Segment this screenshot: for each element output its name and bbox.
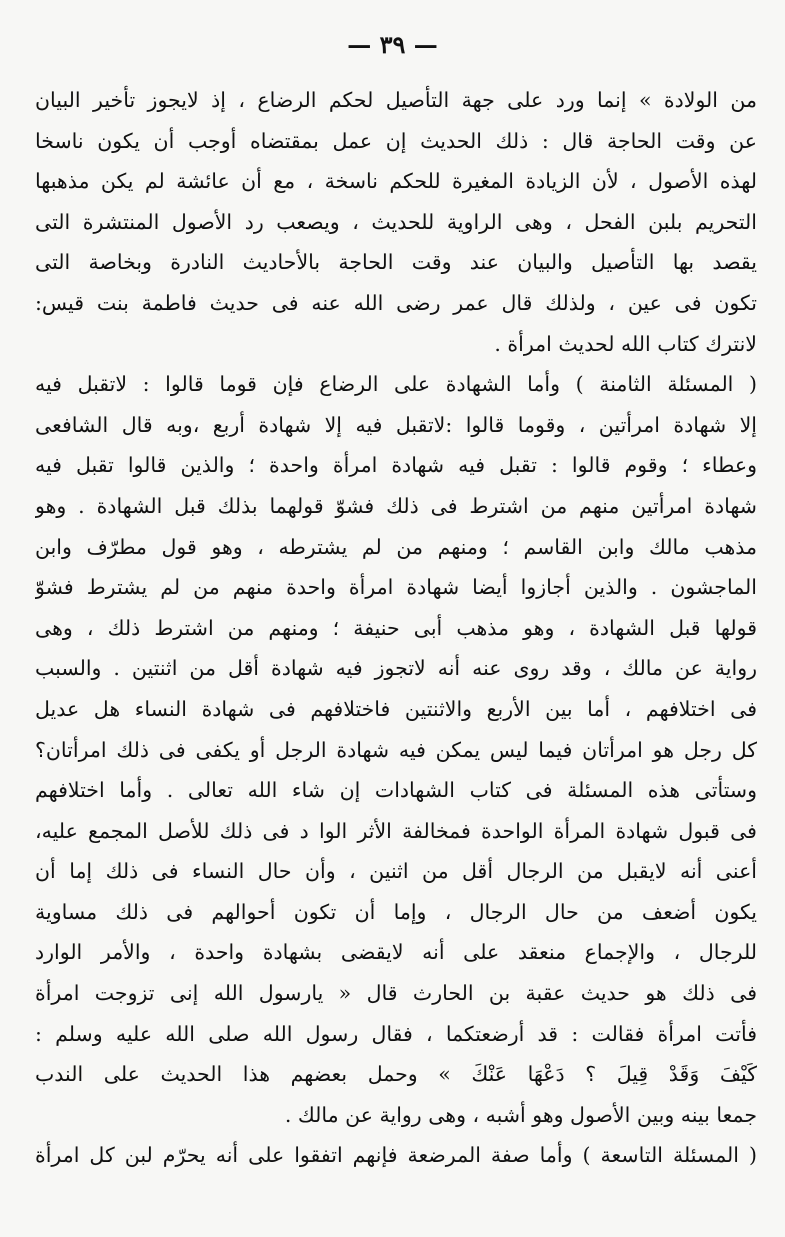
text-line: من الولادة » إنما ورد على جهة التأصيل لحكم الرضاع ، إذ لايجوز تأخير البيان [35, 88, 757, 112]
text-line: أعنى أنه لايقبل من الرجال أقل من اثنين ، وأن حال النساء فى ذلك إما أن [35, 859, 757, 884]
text-line: التحريم بلبن الفحل ، وهى الراوية للحديث ، ويصعب رد الأصول المنتشرة التى [35, 209, 757, 234]
text-line: للرجال ، والإجماع منعقد على أنه لايقضى بشهادة واحدة ، والأمر الوارد [35, 940, 757, 965]
text-line: لانترك كتاب الله لحديث امرأة . [494, 331, 757, 356]
page-number: — ٣٩ — [347, 30, 438, 59]
text-line: شهادة امرأتين منهم من اشترط فى ذلك فشوّ قولهما بذلك قبل الشهادة . وهو [35, 493, 757, 518]
text-line: الماجشون . والذين أجازوا أيضا شهادة امرأة واحدة منهم من لم يشترط فشوّ [35, 575, 757, 600]
text-line: ( المسئلة التاسعة ) وأما صفة المرضعة فإنهم اتفقوا على أنه يحرّم لبن كل امرأة [35, 1143, 757, 1168]
page-body-text [35, 80, 757, 1176]
text-line: قولها قبل الشهادة ، وهو مذهب أبى حنيفة ؛ ومنهم من اشترط ذلك ، وهى [35, 615, 757, 640]
text-line: كَيْفَ وَقَدْ قِيلَ ؟ دَعْهَا عَنْكَ » وحمل بعضهم هذا الحديث على الندب [35, 1062, 757, 1087]
text-line: فأتت امرأة فقالت : قد أرضعتكما ، فقال رسول الله صلى الله عليه وسلم : [35, 1021, 757, 1046]
text-line: فى ذلك هو حديث عقبة بن الحارث قال « يارسول الله إنى تزوجت امرأة [35, 981, 757, 1006]
text-line: كل رجل هو امرأتان فيما ليس يمكن فيه شهادة الرجل أو يكفى فى ذلك امرأتان؟ [35, 737, 757, 762]
text-line: ( المسئلة الثامنة ) وأما الشهادة على الرضاع فإن قوما قالوا : لاتقبل فيه [35, 372, 757, 397]
text-line: عن وقت الحاجة قال : ذلك الحديث إن عمل بمقتضاه أوجب أن يكون ناسخا [35, 128, 757, 153]
text-line: إلا شهادة امرأتين ، وقوما قالوا :لاتقبل فيه إلا شهادة أربع ،وبه قال الشافعى [35, 412, 757, 437]
text-line: يقصد بها التأصيل والبيان عند وقت الحاجة بالأحاديث النادرة وبخاصة التى [35, 250, 757, 275]
text-line: رواية عن مالك ، وقد روى عنه أنه لاتجوز فيه شهادة أقل من اثنتين . والسبب [35, 656, 757, 681]
text-line: فى اختلافهم ، أما بين الأربع والاثنتين فاختلافهم فى شهادة النساء هل عديل [35, 696, 757, 721]
text-line: لهذه الأصول ، لأن الزيادة المغيرة للحكم ناسخة ، مع أن عائشة لم يكن مذهبها [35, 169, 757, 194]
text-line: جمعا بينه وبين الأصول وهو أشبه ، وهى رواية عن مالك . [284, 1102, 757, 1127]
text-line: تكون فى عين ، ولذلك قال عمر رضى الله عنه فى حديث فاطمة بنت قيس: [35, 290, 757, 315]
text-line: وستأتى هذه المسئلة فى كتاب الشهادات إن شاء الله تعالى . وأما اختلافهم [35, 778, 757, 803]
text-line: وعطاء ؛ وقوم قالوا : تقبل فيه شهادة امرأة واحدة ؛ والذين قالوا تقبل فيه [35, 453, 757, 478]
text-line: مذهب مالك وابن القاسم ؛ ومنهم من لم يشترطه ، وهو قول مطرّف وابن [35, 534, 757, 559]
text-line: يكون أضعف من حال الرجال ، وإما أن تكون أحوالهم فى ذلك مساوية [35, 899, 757, 924]
text-line: فى قبول شهادة المرأة الواحدة فمخالفة الأثر الوا د فى ذلك للأصل المجمع عليه، [35, 818, 757, 843]
